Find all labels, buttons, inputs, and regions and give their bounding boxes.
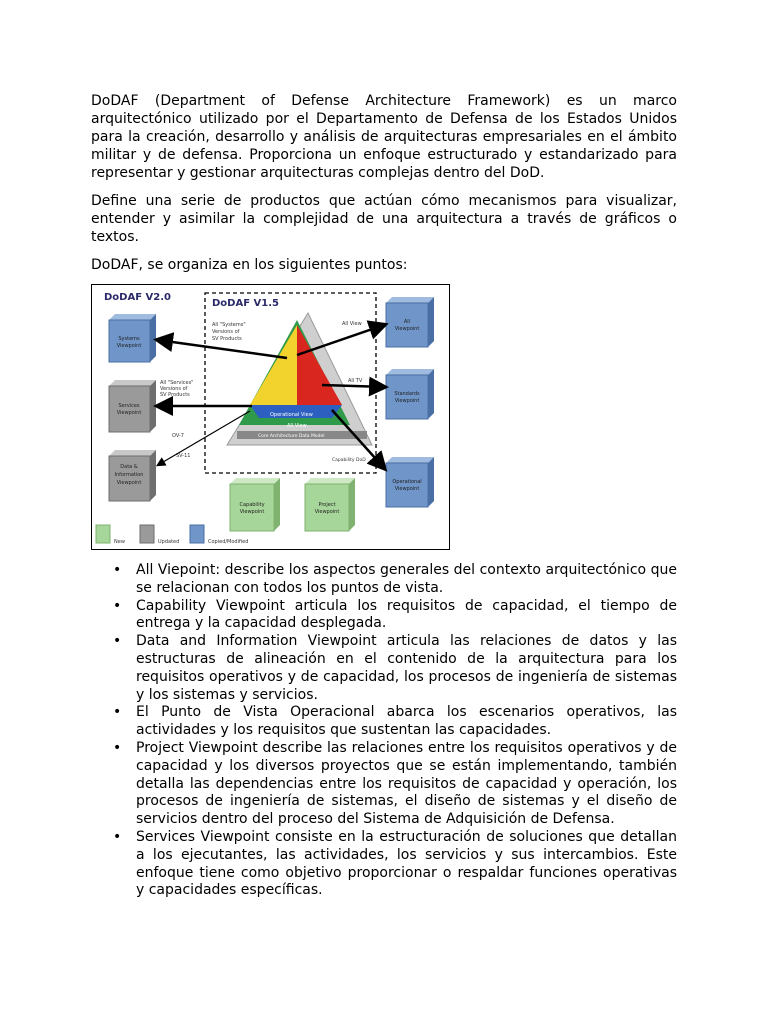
legend-updated: Updated — [158, 539, 180, 545]
svg-text:Viewpoint: Viewpoint — [116, 343, 142, 349]
list-item: • El Punto de Vista Operacional abarca los escenarios operativos, las actividades y los requisitos que sustentan las capacidades. — [113, 704, 677, 739]
note-sv11: SV-11 — [176, 453, 191, 459]
legend-swatch-copied — [190, 525, 204, 543]
svg-text:Information: Information — [114, 472, 144, 478]
list-item: • Capability Viewpoint articula los requisitos de capacidad, el tiempo de entrega y la capacidad desplegada. — [113, 597, 677, 632]
bullet-icon: • — [113, 739, 122, 756]
legend-swatch-updated — [140, 525, 154, 543]
systems-viewpoint-box — [109, 314, 156, 362]
project-viewpoint-box — [305, 478, 355, 531]
paragraph-intro: DoDAF (Department of Defense Architecture Framework) es un marco arquitectónico utilizado por el Departamento de Defensa de los Estados Unidos para la creación, desarrollo y análisis de arquitecturas empresariales en el ámbito militar y de defensa. Proporciona un enfoque estructurado y estandarizado para representar y gestionar arquitecturas complejas dentro del DoD. — [91, 93, 677, 181]
label-all-view: All View — [342, 321, 362, 327]
legend-new: New — [114, 539, 125, 545]
label-core-model: Core Architecture Data Model — [258, 434, 325, 439]
bullet-icon: • — [113, 828, 122, 845]
list-item: • Project Viewpoint describe las relaciones entre los requisitos operativos y de capacidad y los diversos proyectos que se están implementando, también detalla las dependencias entre los requisitos de capacidad y operación, los procesos de ingeniería de sistemas, el diseño de sistemas y el diseño de servicios dentro del proceso del Sistema de Adquisición de Defensa. — [113, 739, 677, 828]
svg-text:Project: Project — [318, 502, 336, 508]
paragraph-products: Define una serie de productos que actúan cómo mecanismos para visualizar, entender y asimilar la complejidad de una arquitectura a través de gráficos o textos. — [91, 193, 677, 245]
svg-text:All "Services": All "Services" — [160, 380, 194, 386]
services-viewpoint-box — [109, 380, 156, 432]
svg-text:Viewpoint: Viewpoint — [394, 326, 420, 332]
svg-text:Viewpoint: Viewpoint — [116, 410, 142, 416]
svg-text:All: All — [403, 319, 411, 325]
bullet-icon: • — [113, 704, 122, 721]
list-item: • All Viepoint: describe los aspectos generales del contexto arquitectónico que se relacionan con todos los puntos de vista. — [113, 562, 677, 596]
title-dodaf-v2: DoDAF V2.0 — [104, 292, 171, 303]
dodaf-diagram — [91, 284, 450, 550]
dodaf-diagram-svg — [92, 285, 450, 550]
svg-text:Versions of: Versions of — [160, 386, 188, 392]
all-viewpoint-box — [386, 297, 434, 347]
svg-text:Viewpoint: Viewpoint — [239, 509, 265, 515]
data-information-viewpoint-box — [109, 450, 156, 501]
viewpoint-list — [91, 562, 677, 900]
svg-text:SV Products: SV Products — [160, 392, 190, 398]
list-item: • Services Viewpoint consiste en la estructuración de soluciones que detallan a los ejecutantes, las actividades, los servicios y sus intercambios. Este enfoque tiene como objetivo proporcionar o respaldar funciones operativas y capacidades específicas. — [113, 828, 677, 899]
arrow-to-systems — [158, 340, 287, 358]
svg-text:All "Systems": All "Systems" — [212, 322, 246, 328]
legend-swatch-new — [96, 525, 110, 543]
note-systems-versions — [212, 322, 246, 342]
label-operational-view: Operational View — [270, 412, 313, 418]
note-ov7: OV-7 — [172, 433, 184, 439]
bullet-icon: • — [113, 633, 122, 650]
svg-text:Capability: Capability — [239, 502, 265, 508]
capability-viewpoint-box — [230, 478, 280, 531]
svg-text:Operational: Operational — [392, 479, 422, 485]
svg-text:Versions of: Versions of — [212, 329, 240, 335]
label-capability-dod: Capability DoD — [332, 458, 366, 463]
svg-text:Viewpoint: Viewpoint — [394, 486, 420, 492]
svg-text:SV Products: SV Products — [212, 336, 242, 342]
title-dodaf-v15: DoDAF V1.5 — [212, 298, 279, 309]
svg-text:Viewpoint: Viewpoint — [116, 480, 142, 486]
legend — [96, 525, 248, 545]
svg-text:Standards: Standards — [394, 391, 420, 397]
label-all-view-bottom: All View — [287, 423, 307, 429]
operational-viewpoint-box — [386, 457, 434, 507]
bullet-icon: • — [113, 562, 122, 578]
standards-viewpoint-box — [386, 369, 434, 419]
paragraph-organization: DoDAF, se organiza en los siguientes puntos: — [91, 257, 408, 273]
svg-text:Services: Services — [118, 403, 140, 409]
list-item: • Data and Information Viewpoint articula las relaciones de datos y las estructuras de alineación en el contenido de la arquitectura para los requisitos operativos y de capacidad, los procesos de ingeniería de sistemas y los sistemas y servicios. — [113, 633, 677, 703]
legend-copied: Copied/Modified — [208, 539, 249, 545]
svg-text:Systems: Systems — [118, 336, 140, 342]
svg-text:Viewpoint: Viewpoint — [314, 509, 340, 515]
svg-text:Viewpoint: Viewpoint — [394, 398, 420, 404]
label-all-tv: All TV — [348, 378, 363, 384]
svg-text:Data &: Data & — [120, 464, 138, 470]
note-services-versions — [160, 380, 193, 398]
bullet-icon: • — [113, 597, 122, 614]
